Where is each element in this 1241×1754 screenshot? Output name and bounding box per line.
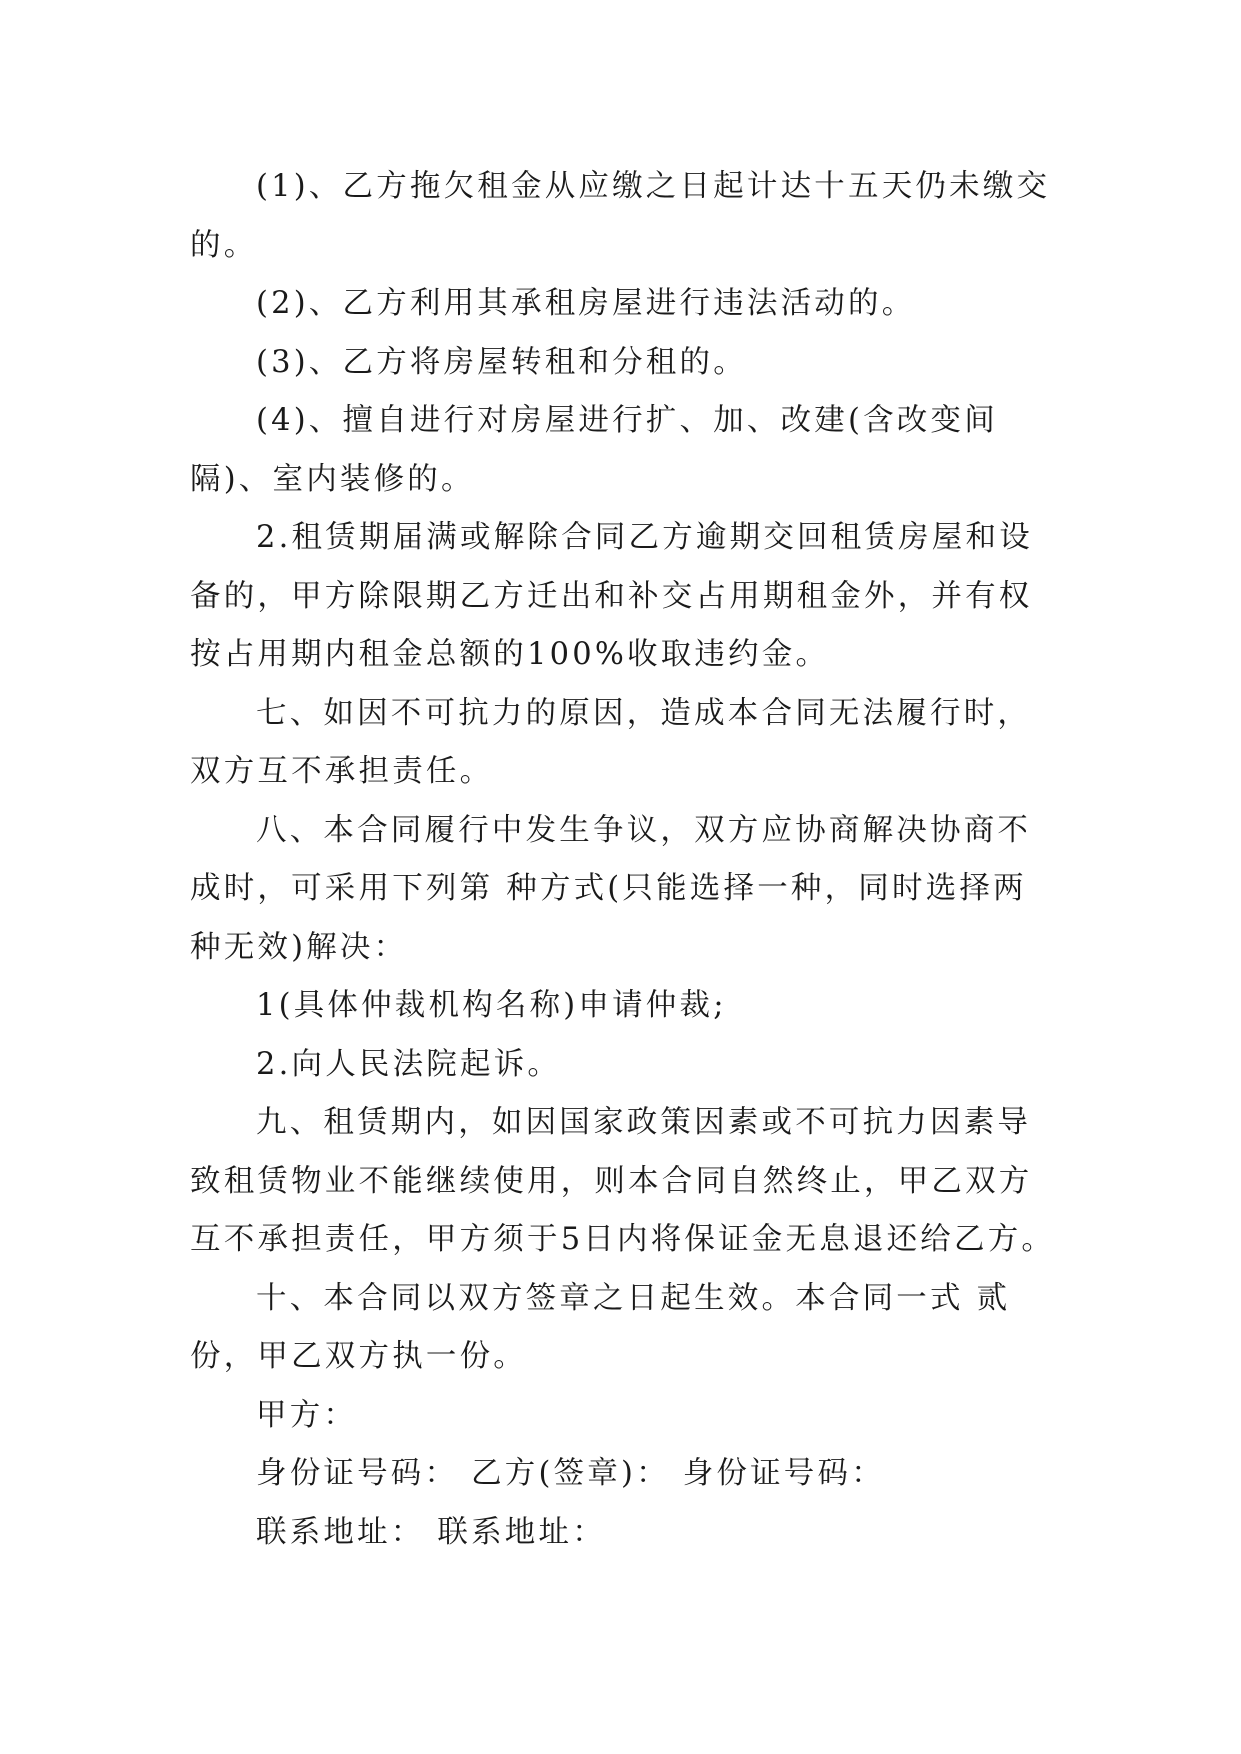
- clause-arrears: (1)、乙方拖欠租金从应缴之日起计达十五天仍未缴交的。: [190, 169, 1051, 263]
- clause-illegal-use: (2)、乙方利用其承租房屋进行违法活动的。: [256, 286, 916, 321]
- clause-overdue-return: 2.租赁期届满或解除合同乙方逾期交回租赁房屋和设备的，甲方除限期乙方迁出和补交占用期租金外，并有权按占用期内租金总额的100%收取违约金。: [190, 520, 1033, 672]
- address-line: 联系地址： 联系地址：: [256, 1514, 606, 1550]
- id-number-line: 身份证号码： 乙方(签章)： 身份证号码：: [256, 1456, 885, 1491]
- dispute-option-court: 2.向人民法院起诉。: [256, 1046, 562, 1082]
- dispute-option-arbitration: 1(具体仲裁机构名称)申请仲裁;: [256, 988, 727, 1023]
- clause-dispute: 八、本合同履行中发生争议，双方应协商解决协商不成时，可采用下列第 种方式(只能选择一种，同时选择两种无效)解决：: [190, 812, 1032, 965]
- clause-sublet: (3)、乙方将房屋转租和分租的。: [256, 344, 747, 380]
- clause-renovation: (4)、擅自进行对房屋进行扩、加、改建(含改变间隔)、室内装修的。: [190, 403, 998, 497]
- clause-effective: 十、本合同以双方签章之日起生效。本合同一式 贰份，甲乙双方执一份。: [190, 1280, 1011, 1374]
- document-body: [190, 158, 1060, 1562]
- party-a-label: 甲方：: [256, 1397, 358, 1433]
- clause-force-majeure: 七、如因不可抗力的原因，造成本合同无法履行时，双方互不承担责任。: [190, 695, 1032, 789]
- clause-policy-termination: 九、租赁期内，如因国家政策因素或不可抗力因素导致租赁物业不能继续使用，则本合同自然终止，甲乙双方互不承担责任，甲方须于5日内将保证金无息退还给乙方。: [190, 1105, 1056, 1257]
